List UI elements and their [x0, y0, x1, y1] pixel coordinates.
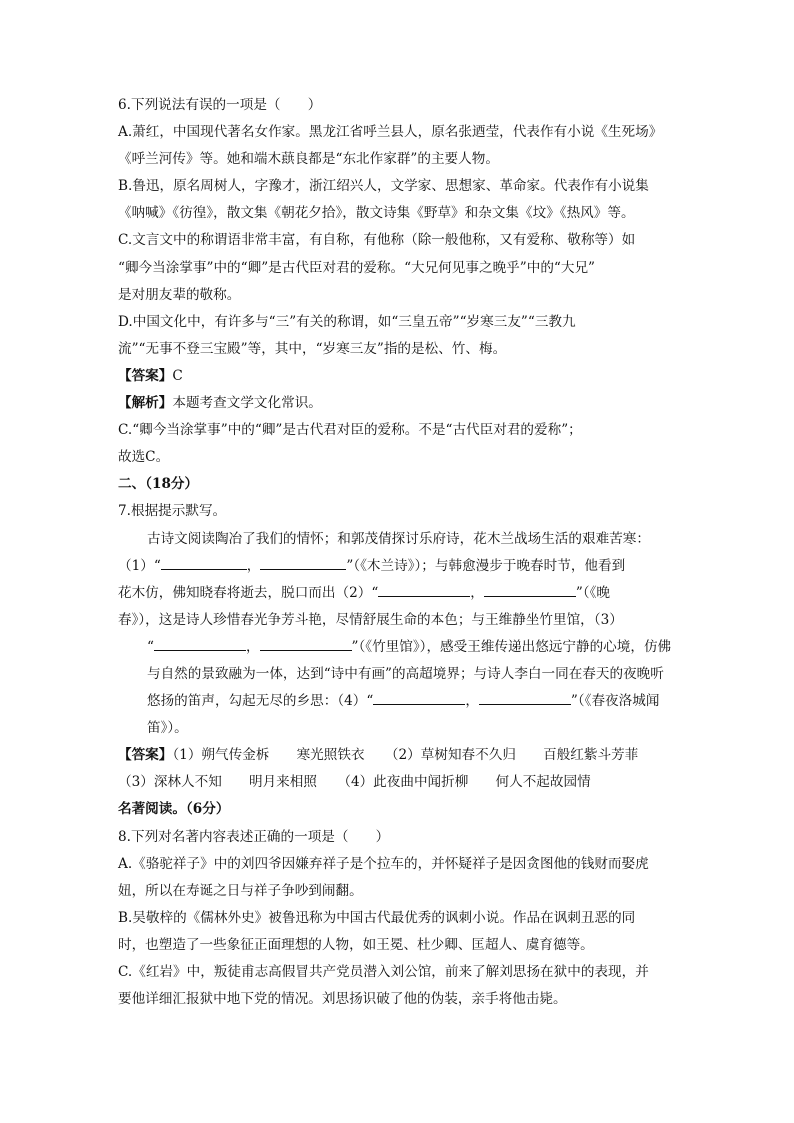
q7-paragraph-line6: 与自然的景致融为一体，达到“诗中有画”的高超境界；与诗人李白一同在春天的夜晚听	[147, 665, 664, 682]
answer-tag: 【答案】	[118, 367, 173, 384]
q6-option-a-line2: 《呼兰河传》等。她和端木蕻良都是“东北作家群”的主要人物。	[118, 151, 499, 168]
q6-option-d-line2: 流”“无事不登三宝殿”等，其中，“岁寒三友”指的是松、竹、梅。	[118, 340, 507, 357]
q6-option-a-line1: A.萧红，中国现代著名女作家。黑龙江省呼兰县人，原名张迺莹，代表作有小说《生死场》	[118, 124, 663, 141]
document-page	[118, 92, 688, 1013]
q8-option-a-line1: A.《骆驼祥子》中的刘四爷因嫌弃祥子是个拉车的，并怀疑祥子是因贪图他的钱财而娶虎	[118, 855, 649, 872]
analysis-tag: 【解析】	[118, 395, 173, 412]
blank-2a[interactable]	[378, 583, 470, 597]
answer-value: C	[172, 367, 183, 384]
q6-option-b-line1: B.鲁迅，原名周树人，字豫才，浙江绍兴人，文学家、思想家、革命家。代表作有小说集	[118, 178, 649, 195]
blank-4a[interactable]	[373, 691, 465, 705]
q6-option-c-line3: 是对朋友辈的敬称。	[118, 286, 241, 303]
blank-1a[interactable]	[161, 556, 247, 570]
q7-paragraph-line2: （1）“ ， ”（《木兰诗》）；与韩愈漫步于晚春时节，他看到	[118, 557, 626, 574]
q8-option-b-line2: 时，也塑造了一些象征正面理想的人物，如王冕、杜少卿、匡超人、虞育德等。	[118, 936, 594, 953]
q8-option-a-line2: 妞，所以在寿诞之日与祥子争吵到闹翻。	[118, 882, 363, 899]
q6-option-d-line1: D.中国文化中，有许多与“三”有关的称谓，如“三皇五帝”“岁寒三友”“三教九	[118, 313, 576, 330]
q6-option-c-line1: C.文言文中的称谓语非常丰富，有自称，有他称（除一般他称，又有爱称、敬称等）如	[118, 232, 636, 249]
reading-heading: 名著阅读。（6分）	[118, 801, 230, 818]
q6-stem: 6.下列说法有误的一项是（ ）	[118, 97, 322, 113]
q6-option-b-line2: 《呐喊》《彷徨》，散文集《朝花夕拾》，散文诗集《野草》和杂文集《坟》《热风》等。	[118, 205, 635, 222]
analysis-text: 本题考查文学文化常识。	[172, 395, 322, 412]
q7-paragraph-line7: 悠扬的笛声，勾起无尽的乡思：（4）“ ， ”（《春夜洛城闻	[147, 693, 660, 710]
q6-analysis-line3: 故选C。	[118, 449, 170, 466]
q7-paragraph-line8: 笛》）。	[147, 720, 188, 737]
q7-answer-line1	[118, 742, 688, 769]
blank-1b[interactable]	[260, 556, 346, 570]
blank-3a[interactable]	[154, 637, 246, 651]
section-2-heading: 二、（18分）	[118, 476, 199, 493]
q7-stem: 7.根据提示默写。	[118, 503, 227, 520]
q6-analysis-line2: C.“卿今当涂掌事”中的“卿”是古代君对臣的爱称。不是“古代臣对君的爱称”；	[118, 422, 582, 439]
q7-paragraph-line3: 花木仿，佛知晓春将逝去，脱口而出（2）“ ， ”（《晚	[118, 584, 611, 601]
q7-paragraph-line4: 春》），这是诗人珍惜春光争芳斗艳，尽情舒展生命的本色；与王维静坐竹里馆，（3）	[118, 611, 623, 628]
answer-text: （1）朔气传金柝 寒光照铁衣 （2）草树知春不久归 百般红紫斗芳菲	[172, 747, 639, 764]
blank-3b[interactable]	[260, 637, 352, 651]
q8-option-b-line1: B.吴敬梓的《儒林外史》被鲁迅称为中国古代最优秀的讽刺小说。作品在讽刺丑恶的同	[118, 909, 636, 926]
q7-paragraph-line5: “ ， ”（《竹里馆》），感受王维传递出悠远宁静的心境，仿佛	[147, 638, 672, 655]
q7-answer-line2: （3）深林人不知 明月来相照 （4）此夜曲中闻折柳 何人不起故园情	[118, 774, 591, 791]
q7-paragraph-line1: 古诗文阅读陶冶了我们的情怀；和郭茂倩探讨乐府诗，花木兰战场生活的艰难苦寒：	[147, 530, 650, 547]
q8-option-c-line2: 要他详细汇报狱中地下党的情况。刘思扬识破了他的伪装，亲手将他击毙。	[118, 991, 567, 1008]
blank-4b[interactable]	[479, 691, 571, 705]
q8-option-c-line1: C.《红岩》中，叛徒甫志高假冒共产党员潜入刘公馆，前来了解刘思扬在狱中的表现，并	[118, 964, 649, 980]
q6-option-c-line2: “卿今当涂掌事”中的“卿”是古代臣对君的爱称。“大兄何见事之晚乎”中的“大兄”	[118, 259, 596, 276]
q6-analysis	[118, 390, 688, 417]
answer-tag: 【答案】	[118, 747, 173, 764]
q8-stem: 8.下列对名著内容表述正确的一项是（ ）	[118, 828, 390, 845]
q6-answer	[118, 363, 688, 390]
blank-2b[interactable]	[484, 583, 576, 597]
